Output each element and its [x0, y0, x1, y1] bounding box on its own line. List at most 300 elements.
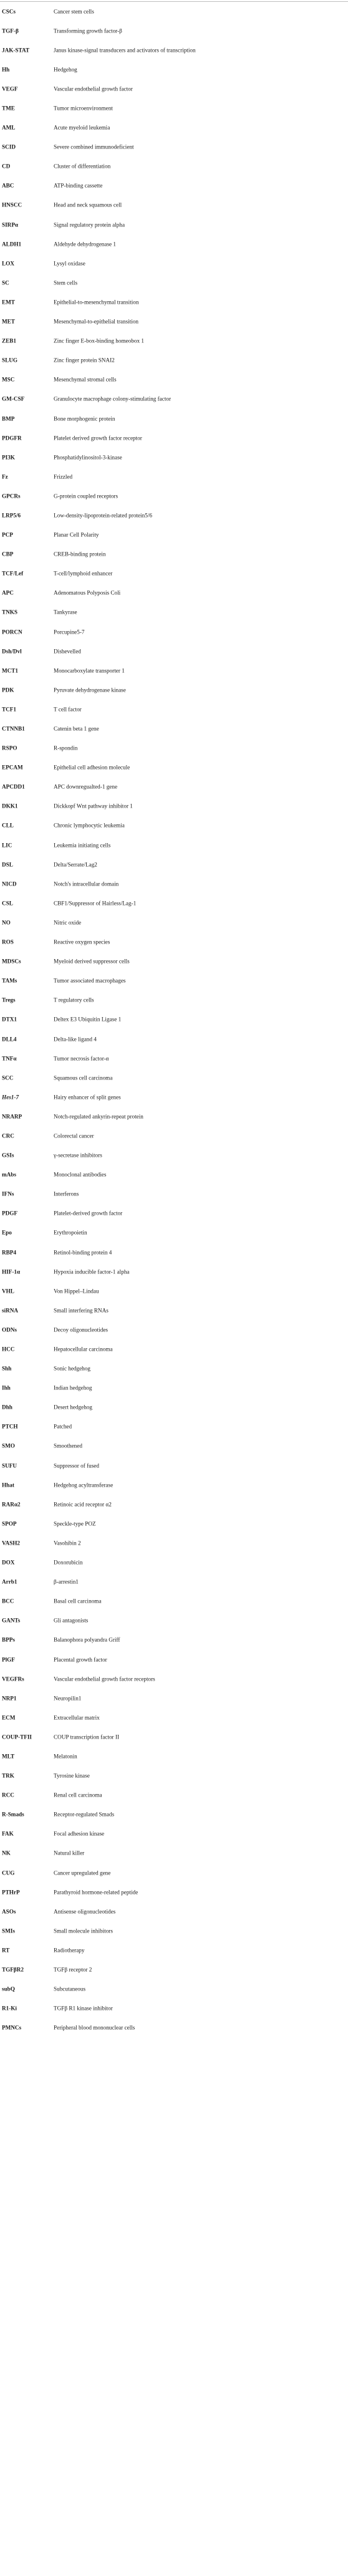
- table-row: [0, 1980, 348, 1999]
- abbreviation: ABC: [2, 182, 14, 189]
- full-form: Antisense oligonucleotides: [54, 1908, 116, 1915]
- full-form: Retinol-binding protein 4: [54, 1249, 112, 1256]
- abbreviation: SCC: [2, 1074, 14, 1081]
- table-row: [0, 1514, 348, 1533]
- full-form: Frizzled: [54, 473, 73, 480]
- abbreviation: NK: [2, 1850, 11, 1856]
- table-row: [0, 234, 348, 254]
- table-row: [0, 1262, 348, 1281]
- full-form: Platelet derived growth factor receptor: [54, 435, 142, 441]
- full-form: Interferons: [54, 1190, 79, 1197]
- abbreviation: RBP4: [2, 1249, 16, 1256]
- table-row: [0, 855, 348, 874]
- table-row: [0, 603, 348, 622]
- table-row: [0, 1146, 348, 1165]
- full-form: Dishevelled: [54, 648, 81, 655]
- full-form: Hepatocellular carcinoma: [54, 1346, 113, 1353]
- table-row: [0, 428, 348, 448]
- full-form: Reactive oxygen species: [54, 938, 110, 945]
- table-row: [0, 758, 348, 778]
- full-form: Subcutaneous: [54, 1985, 86, 1992]
- abbreviation: PORCN: [2, 629, 22, 635]
- table-row: [0, 642, 348, 661]
- abbreviation: DKK1: [2, 803, 18, 809]
- full-form: Melatonin: [54, 1753, 77, 1760]
- table-row: [0, 700, 348, 719]
- abbreviation: TCF1: [2, 706, 16, 713]
- table-row: [0, 506, 348, 525]
- full-form: Cancer upregulated gene: [54, 1869, 111, 1876]
- abbreviation: Hh: [2, 66, 10, 73]
- full-form: Hairy enhancer of split genes: [54, 1094, 121, 1101]
- table-row: [0, 1223, 348, 1243]
- full-form: Tankyrase: [54, 609, 77, 615]
- table-row: [0, 486, 348, 506]
- full-form: T cell factor: [54, 706, 82, 713]
- table-row: [0, 1767, 348, 1786]
- table-row: [0, 1960, 348, 1979]
- full-form: Deltex E3 Ubiquitin Ligase 1: [54, 1016, 122, 1023]
- full-form: Desert hedgehog: [54, 1404, 92, 1411]
- abbreviation: PCP: [2, 531, 13, 538]
- full-form: Cluster of differentiation: [54, 163, 111, 170]
- abbreviation: siRNA: [2, 1307, 19, 1314]
- full-form: APC downregualted-1 gene: [54, 783, 118, 790]
- abbreviation: Epo: [2, 1229, 12, 1236]
- abbreviation: LIC: [2, 842, 12, 849]
- abbreviation: NRARP: [2, 1113, 22, 1120]
- abbreviation: DLL4: [2, 1036, 17, 1042]
- abbreviation: PDK: [2, 687, 14, 693]
- full-form: Retinoic acid receptor α2: [54, 1501, 112, 1508]
- full-form: Vasohibin 2: [54, 1540, 81, 1546]
- table-row: [0, 778, 348, 797]
- table-row: [0, 680, 348, 700]
- table-row: [0, 1611, 348, 1631]
- abbreviation: GSIs: [2, 1152, 14, 1159]
- full-form: Pyruvate dehydrogenase kinase: [54, 687, 126, 693]
- abbreviation: SCID: [2, 143, 16, 150]
- abbreviation: MDSCs: [2, 958, 21, 965]
- abbreviation: VHL: [2, 1288, 14, 1295]
- abbreviation: ECM: [2, 1714, 16, 1721]
- table-row: [0, 448, 348, 467]
- full-form: Decoy oligonucleotides: [54, 1326, 109, 1333]
- full-form: Vascular endothelial growth factor receptors: [54, 1676, 155, 1682]
- abbreviation: PlGF: [2, 1656, 15, 1662]
- table-row: [0, 1631, 348, 1650]
- full-form: Zinc finger E-box-binding homeobox 1: [54, 337, 144, 344]
- full-form: Platelet-derived growth factor: [54, 1210, 123, 1217]
- abbreviation: CRC: [2, 1132, 14, 1139]
- table-row: [0, 1592, 348, 1611]
- full-form: Radiotherapy: [54, 1947, 85, 1954]
- full-form: Head and neck squamous cell: [54, 201, 122, 208]
- full-form: Indian hedgehog: [54, 1384, 92, 1391]
- abbreviation: LRP5/6: [2, 512, 21, 519]
- abbreviation: ODNs: [2, 1326, 17, 1333]
- full-form: Epithelial cell adhesion molecule: [54, 764, 130, 771]
- full-form: Renal cell carcinoma: [54, 1792, 102, 1798]
- full-form: Dickkopf Wnt pathway inhibitor 1: [54, 803, 133, 809]
- full-form: T regulatory cells: [54, 996, 94, 1003]
- table-row: [0, 1030, 348, 1049]
- abbreviation: IFNs: [2, 1190, 14, 1197]
- abbreviation: TGF-β: [2, 27, 19, 34]
- abbreviation: Fz: [2, 473, 8, 480]
- table-row: [0, 1747, 348, 1766]
- abbreviation: R1-Ki: [2, 2005, 17, 2012]
- abbreviation: SIRPα: [2, 221, 19, 228]
- table-row: [0, 390, 348, 409]
- full-form: Adenomatous Polyposis Coli: [54, 589, 121, 596]
- abbreviation: BPPs: [2, 1636, 15, 1643]
- full-form: Smoothened: [54, 1442, 82, 1449]
- abbreviation: APC: [2, 589, 14, 596]
- table-row: [0, 196, 348, 215]
- abbreviation: Hhat: [2, 1482, 14, 1488]
- abbreviation: LOX: [2, 260, 14, 267]
- full-form: Peripheral blood mononuclear cells: [54, 2024, 135, 2031]
- full-form: γ-secretase inhibitors: [54, 1152, 102, 1159]
- abbreviation: PDGFR: [2, 435, 22, 441]
- full-form: Small interfering RNAs: [54, 1307, 109, 1314]
- full-form: Tyrosine kinase: [54, 1772, 90, 1779]
- table-row: [0, 1727, 348, 1747]
- abbreviation: TCF/Lef: [2, 570, 24, 577]
- abbreviation: COUP-TFII: [2, 1734, 32, 1740]
- table-row: [0, 1844, 348, 1863]
- full-form: Bone morphogenic protein: [54, 415, 115, 422]
- table-row: [0, 41, 348, 60]
- full-form: Stem cells: [54, 279, 78, 286]
- abbreviation: RSPO: [2, 745, 17, 751]
- full-form: Vascular endothelial growth factor: [54, 85, 133, 92]
- full-form: Leukemia initiating cells: [54, 842, 111, 849]
- table-row: [0, 719, 348, 738]
- table-row: [0, 1689, 348, 1708]
- abbreviation: PI3K: [2, 454, 15, 461]
- table-row: [0, 99, 348, 118]
- table-row: [0, 1243, 348, 1262]
- abbreviation: NICD: [2, 880, 17, 887]
- table-row: [0, 2019, 348, 2038]
- full-form: Basal cell carcinoma: [54, 1598, 102, 1604]
- table-row: [0, 1126, 348, 1146]
- abbreviation: VEGF: [2, 85, 18, 92]
- full-form: R-spondin: [54, 745, 78, 751]
- table-row: [0, 1456, 348, 1475]
- abbreviation: NRP1: [2, 1695, 17, 1702]
- abbreviation: SUFU: [2, 1462, 17, 1469]
- abbreviation: subQ: [2, 1985, 15, 1992]
- abbreviation: TNKS: [2, 609, 18, 615]
- abbreviation: SC: [2, 279, 9, 286]
- abbreviation: EPCAM: [2, 764, 23, 771]
- table-row: [0, 1999, 348, 2019]
- full-form: Natural killer: [54, 1850, 85, 1856]
- table-row: [0, 21, 348, 41]
- abbreviation: TNFα: [2, 1055, 17, 1062]
- full-form: Nitric oxide: [54, 919, 82, 926]
- full-form: Suppressor of fused: [54, 1462, 99, 1469]
- full-form: Mesenchymal-to-epithelial transition: [54, 318, 138, 325]
- table-row: [0, 1941, 348, 1960]
- table-row: [0, 1437, 348, 1456]
- table-row: [0, 1049, 348, 1068]
- abbreviation: JAK-STAT: [2, 47, 30, 54]
- abbreviation: BCC: [2, 1598, 14, 1604]
- full-form: Parathyroid hormone-related peptide: [54, 1889, 138, 1896]
- abbreviation: HIF-1α: [2, 1268, 21, 1275]
- table-row: [0, 1863, 348, 1883]
- table-row: [0, 1165, 348, 1185]
- table-row: [0, 409, 348, 428]
- table-row: [0, 351, 348, 370]
- table-row: [0, 370, 348, 390]
- full-form: Granulocyte macrophage colony-stimulating factor: [54, 395, 172, 402]
- full-form: Hedgehog: [54, 66, 77, 73]
- full-form: Patched: [54, 1423, 72, 1430]
- abbreviation: BMP: [2, 415, 15, 422]
- full-form: Signal regulatory protein alpha: [54, 221, 125, 228]
- full-form: Tumor associated macrophages: [54, 977, 126, 984]
- full-form: Lysyl oxidase: [54, 260, 85, 267]
- full-form: Small molecule inhibitors: [54, 1927, 113, 1934]
- table-row: [0, 1281, 348, 1301]
- abbreviation: GANTs: [2, 1617, 21, 1624]
- abbreviation: TGFβR2: [2, 1966, 24, 1973]
- abbreviation: Ihh: [2, 1384, 11, 1391]
- abbreviation: CTNNB1: [2, 725, 25, 732]
- full-form: Gli antagonists: [54, 1617, 89, 1624]
- table-row: [0, 1010, 348, 1030]
- table-row: [0, 79, 348, 99]
- abbreviation: APCDD1: [2, 783, 25, 790]
- abbreviation: RCC: [2, 1792, 14, 1798]
- abbreviation: Dsh/Dvl: [2, 648, 22, 655]
- table-row: [0, 1320, 348, 1339]
- full-form: Balanophora polyandra Griff: [54, 1636, 120, 1643]
- full-form: Epithelial-to-mesenchymal transition: [54, 299, 139, 306]
- full-form: Doxorubicin: [54, 1559, 83, 1566]
- table-row: [0, 118, 348, 138]
- table-row: [0, 1204, 348, 1223]
- table-row: [0, 1107, 348, 1126]
- abbreviation: TRK: [2, 1772, 14, 1779]
- full-form: Cancer stem cells: [54, 8, 94, 15]
- abbreviation: CSCs: [2, 8, 16, 15]
- table-row: [0, 138, 348, 157]
- full-form: T-cell/lymphoid enhancer: [54, 570, 113, 577]
- abbreviation: RT: [2, 1947, 10, 1954]
- table-row: [0, 312, 348, 332]
- full-form: Notch's intracellular domain: [54, 880, 119, 887]
- abbreviation: FAK: [2, 1830, 14, 1837]
- full-form: Focal adhesion kinase: [54, 1830, 105, 1837]
- abbreviation: PDGF: [2, 1210, 18, 1217]
- abbreviation: SLUG: [2, 357, 18, 364]
- abbreviation: CSL: [2, 900, 13, 907]
- full-form: Monoclonal antibodies: [54, 1171, 107, 1178]
- full-form: Planar Cell Polarity: [54, 531, 99, 538]
- abbreviation: Hes1-7: [2, 1094, 19, 1101]
- full-form: Von Hippel–Lindau: [54, 1288, 99, 1295]
- full-form: Catenin beta 1 gene: [54, 725, 99, 732]
- full-form: Low-density-lipoprotein-related protein5/6: [54, 512, 152, 519]
- abbreviation: CLL: [2, 822, 14, 829]
- table-row: [0, 1495, 348, 1514]
- abbreviation: CBP: [2, 551, 14, 557]
- abbreviation: R-Smads: [2, 1811, 24, 1818]
- table-row: [0, 1573, 348, 1592]
- abbreviation: NO: [2, 919, 11, 926]
- full-form: G-protein coupled receptors: [54, 493, 118, 499]
- table-row: [0, 1088, 348, 1107]
- abbreviation: GM-CSF: [2, 395, 25, 402]
- abbreviation: SMO: [2, 1442, 15, 1449]
- table-row: [0, 1883, 348, 1902]
- table-row: [0, 564, 348, 584]
- full-form: Delta-like ligand 4: [54, 1036, 97, 1042]
- table-row: [0, 292, 348, 312]
- full-form: Colorectal cancer: [54, 1132, 94, 1139]
- abbreviation: MLT: [2, 1753, 15, 1760]
- table-row: [0, 254, 348, 273]
- full-form: Tumor necrosis factor-α: [54, 1055, 109, 1062]
- table-row: [0, 215, 348, 234]
- full-form: Neuropilin1: [54, 1695, 82, 1702]
- abbreviation: Shh: [2, 1365, 12, 1372]
- table-row: [0, 157, 348, 176]
- table-row: [0, 1805, 348, 1825]
- table-row: [0, 332, 348, 351]
- table-row: [0, 1185, 348, 1204]
- table-row: [0, 60, 348, 79]
- abbreviation: DOX: [2, 1559, 15, 1566]
- abbreviation: PTCH: [2, 1423, 18, 1430]
- full-form: TGFβ receptor 2: [54, 1966, 92, 1973]
- full-form: Myeloid derived suppressor cells: [54, 958, 130, 965]
- table-row: [0, 661, 348, 680]
- full-form: Notch-regulated ankyrin-repeat protein: [54, 1113, 143, 1120]
- abbreviation: Dhh: [2, 1404, 12, 1411]
- abbreviation: EMT: [2, 299, 15, 306]
- table-row: [0, 739, 348, 758]
- table-row: [0, 952, 348, 972]
- abbreviation: ZEB1: [2, 337, 16, 344]
- full-form: Severe combined immunodeficient: [54, 143, 134, 150]
- table-row: [0, 1553, 348, 1573]
- abbreviation: DTX1: [2, 1016, 17, 1023]
- table-row: [0, 1398, 348, 1417]
- abbreviation: Tregs: [2, 996, 16, 1003]
- full-form: TGFβ R1 kinase inhibitor: [54, 2005, 113, 2012]
- table-row: [0, 913, 348, 932]
- table-row: [0, 874, 348, 894]
- full-form: Extracellular matrix: [54, 1714, 100, 1721]
- full-form: β-arrestin1: [54, 1578, 79, 1585]
- table-row: [0, 1379, 348, 1398]
- table-row: [0, 1, 348, 21]
- abbreviation: ALDH1: [2, 241, 22, 248]
- table-row: [0, 1475, 348, 1495]
- abbreviation: mAbs: [2, 1171, 16, 1178]
- abbreviation: MCT1: [2, 667, 19, 674]
- table-row: [0, 273, 348, 292]
- abbreviation: ASOs: [2, 1908, 16, 1915]
- abbreviation: TAMs: [2, 977, 17, 984]
- full-form: Mesenchymal stromal cells: [54, 376, 117, 383]
- full-form: Hypoxia inducible factor-1 alpha: [54, 1268, 130, 1275]
- table-row: [0, 816, 348, 836]
- abbreviation: HCC: [2, 1346, 15, 1353]
- full-form: Squamous cell carcinoma: [54, 1074, 113, 1081]
- abbreviation: Arrb1: [2, 1578, 17, 1585]
- abbreviation: HNSCC: [2, 201, 22, 208]
- abbreviation: PTHrP: [2, 1889, 20, 1896]
- full-form: Aldehyde dehydrogenase 1: [54, 241, 117, 248]
- table-row: [0, 991, 348, 1010]
- full-form: Monocarboxylate transporter 1: [54, 667, 125, 674]
- table-row: [0, 972, 348, 991]
- full-form: Sonic hedgehog: [54, 1365, 90, 1372]
- table-row: [0, 1301, 348, 1320]
- table-row: [0, 1068, 348, 1088]
- abbreviation: SMIs: [2, 1927, 15, 1934]
- full-form: CREB-binding protein: [54, 551, 106, 557]
- full-form: Porcupine5-7: [54, 629, 85, 635]
- full-form: Erythropoietin: [54, 1229, 87, 1236]
- full-form: Tumor microenvironment: [54, 105, 113, 112]
- full-form: Receptor-regulated Smads: [54, 1811, 115, 1818]
- full-form: COUP transcription factor II: [54, 1734, 120, 1740]
- table-row: [0, 1533, 348, 1553]
- abbreviation: VEGFRs: [2, 1676, 24, 1682]
- abbreviation: VASH2: [2, 1540, 20, 1546]
- abbreviation: PMNCs: [2, 2024, 22, 2031]
- table-row: [0, 1650, 348, 1669]
- table-row: [0, 1921, 348, 1941]
- table-row: [0, 1417, 348, 1437]
- table-row: [0, 1359, 348, 1379]
- table-row: [0, 836, 348, 855]
- table-row: [0, 1902, 348, 1921]
- table-row: [0, 933, 348, 952]
- abbreviation: RARα2: [2, 1501, 21, 1508]
- table-row: [0, 467, 348, 486]
- table-row: [0, 797, 348, 816]
- table-row: [0, 894, 348, 913]
- full-form: Chronic lymphocytic leukemia: [54, 822, 125, 829]
- full-form: Janus kinase-signal transducers and activators of transcription: [54, 47, 196, 54]
- abbreviation: AML: [2, 124, 16, 131]
- full-form: Speckle-type POZ: [54, 1520, 96, 1527]
- abbreviation: GPCRs: [2, 493, 21, 499]
- abbreviation: CUG: [2, 1869, 15, 1876]
- full-form: Delta/Serrate/Lag2: [54, 861, 97, 868]
- table-row: [0, 622, 348, 642]
- full-form: CBF1/Suppressor of Hairless/Lag-1: [54, 900, 137, 907]
- full-form: Transforming growth factor-β: [54, 27, 122, 34]
- table-row: [0, 584, 348, 603]
- table-row: [0, 1825, 348, 1844]
- abbreviation: MET: [2, 318, 15, 325]
- table-row: [0, 1669, 348, 1689]
- table-row: [0, 526, 348, 545]
- table-row: [0, 545, 348, 564]
- table-row: [0, 176, 348, 196]
